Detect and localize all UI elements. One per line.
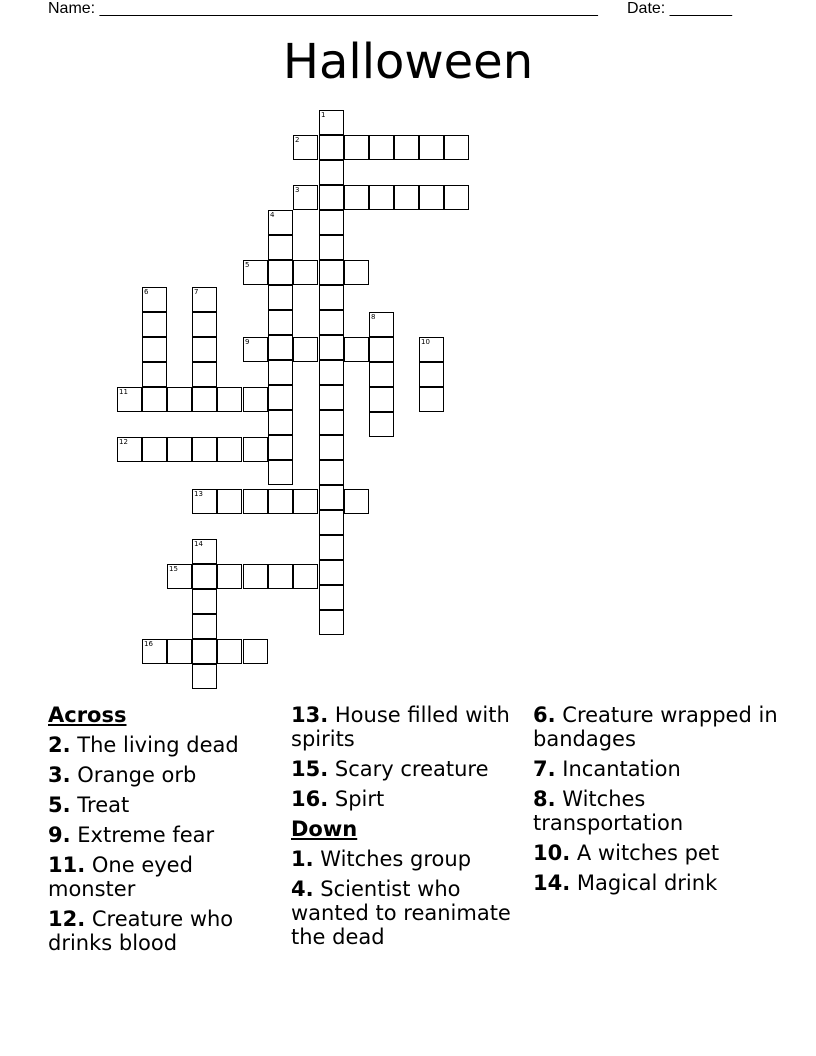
crossword-cell[interactable]	[319, 160, 344, 185]
clue-text: House filled with spirits	[291, 703, 510, 751]
crossword-cell[interactable]	[217, 437, 242, 462]
crossword-cell[interactable]	[243, 337, 268, 362]
cell-number: 3	[295, 186, 300, 194]
clue-number: 15.	[291, 757, 329, 781]
crossword-cell[interactable]	[369, 185, 394, 210]
crossword-cell[interactable]	[319, 360, 344, 385]
clue-across-15	[291, 757, 526, 781]
crossword-cell[interactable]	[243, 260, 268, 285]
crossword-cell[interactable]	[268, 310, 293, 335]
crossword-cell[interactable]	[319, 410, 344, 435]
clue-number: 2.	[48, 733, 71, 757]
crossword-cell[interactable]	[192, 489, 217, 514]
cell-number: 15	[169, 565, 178, 573]
crossword-cell[interactable]	[117, 387, 142, 412]
crossword-cell[interactable]	[217, 564, 242, 589]
crossword-cell[interactable]	[419, 135, 444, 160]
clue-across-5	[48, 793, 273, 817]
crossword-cell[interactable]	[369, 312, 394, 337]
clue-text: Orange orb	[77, 763, 197, 787]
crossword-cell[interactable]	[142, 362, 167, 387]
cell-number: 12	[119, 438, 128, 446]
clue-text: Witches transportation	[533, 787, 684, 835]
clues-column-2	[291, 703, 526, 955]
clue-across-16	[291, 787, 526, 811]
crossword-cell[interactable]	[293, 260, 318, 285]
crossword-cell[interactable]	[444, 135, 469, 160]
clue-number: 8.	[533, 787, 556, 811]
clue-down-10	[533, 841, 793, 865]
down-heading: Down	[291, 817, 358, 841]
clue-text: Witches group	[320, 847, 472, 871]
crossword-cell[interactable]	[268, 335, 293, 360]
crossword-cell[interactable]	[167, 639, 192, 664]
crossword-cell[interactable]	[268, 435, 293, 460]
crossword-cell[interactable]	[243, 489, 268, 514]
crossword-cell[interactable]	[293, 564, 318, 589]
crossword-cell[interactable]	[167, 564, 192, 589]
crossword-cell[interactable]	[167, 437, 192, 462]
clue-down-1	[291, 847, 526, 871]
cell-number: 7	[194, 288, 199, 296]
crossword-cell[interactable]	[142, 287, 167, 312]
clue-number: 3.	[48, 763, 71, 787]
crossword-cell[interactable]	[167, 387, 192, 412]
clue-down-4	[291, 877, 526, 949]
clue-number: 9.	[48, 823, 71, 847]
clue-text: Creature wrapped in bandages	[533, 703, 778, 751]
crossword-cell[interactable]	[293, 489, 318, 514]
clue-text: Extreme fear	[77, 823, 215, 847]
crossword-cell[interactable]	[192, 312, 217, 337]
crossword-cell[interactable]	[319, 335, 344, 360]
cell-number: 4	[270, 211, 275, 219]
crossword-cell[interactable]	[444, 185, 469, 210]
crossword-cell[interactable]	[192, 362, 217, 387]
crossword-cell[interactable]	[319, 260, 344, 285]
crossword-cell[interactable]	[268, 260, 293, 285]
clue-text: Incantation	[562, 757, 681, 781]
cell-number: 9	[245, 338, 250, 346]
crossword-cell[interactable]	[369, 387, 394, 412]
clue-number: 5.	[48, 793, 71, 817]
crossword-cell[interactable]	[344, 260, 369, 285]
crossword-cell[interactable]	[268, 210, 293, 235]
cell-number: 11	[119, 388, 128, 396]
crossword-cell[interactable]	[319, 110, 344, 135]
crossword-cell[interactable]	[293, 135, 318, 160]
cell-number: 1	[321, 111, 326, 119]
page-title: Halloween	[282, 34, 534, 90]
cell-number: 10	[421, 338, 430, 346]
clue-text: Scientist who wanted to reanimate the dead	[291, 877, 511, 949]
crossword-cell[interactable]	[217, 639, 242, 664]
crossword-cell[interactable]	[344, 337, 369, 362]
crossword-cell[interactable]	[192, 614, 217, 639]
crossword-cell[interactable]	[192, 387, 217, 412]
clue-number: 16.	[291, 787, 329, 811]
crossword-cell[interactable]	[192, 564, 217, 589]
crossword-cell[interactable]	[419, 362, 444, 387]
crossword-cell[interactable]	[268, 460, 293, 485]
crossword-cell[interactable]	[192, 664, 217, 689]
crossword-cell[interactable]	[192, 589, 217, 614]
clue-number: 14.	[533, 871, 571, 895]
name-field[interactable]: Name: ________________________________________________________	[48, 0, 598, 17]
cell-number: 14	[194, 540, 203, 548]
cell-number: 5	[245, 261, 250, 269]
crossword-cell[interactable]	[319, 185, 344, 210]
clue-across-2	[48, 733, 273, 757]
crossword-cell[interactable]	[319, 210, 344, 235]
crossword-cell[interactable]	[192, 437, 217, 462]
crossword-cell[interactable]	[344, 489, 369, 514]
clue-text: A witches pet	[576, 841, 720, 865]
clue-down-8	[533, 787, 793, 835]
clue-across-12	[48, 907, 273, 955]
crossword-cell[interactable]	[243, 639, 268, 664]
crossword-cell[interactable]	[319, 585, 344, 610]
crossword-cell[interactable]	[293, 337, 318, 362]
crossword-cell[interactable]	[268, 235, 293, 260]
crossword-cell[interactable]	[142, 437, 167, 462]
crossword-cell[interactable]	[243, 437, 268, 462]
clue-text: Creature who drinks blood	[48, 907, 234, 955]
clue-number: 7.	[533, 757, 556, 781]
crossword-cell[interactable]	[243, 387, 268, 412]
crossword-cell[interactable]	[319, 510, 344, 535]
clue-number: 13.	[291, 703, 329, 727]
clue-number: 11.	[48, 853, 86, 877]
crossword-cell[interactable]	[319, 485, 344, 510]
crossword-cell[interactable]	[344, 185, 369, 210]
clue-text: Scary creature	[334, 757, 489, 781]
clue-number: 6.	[533, 703, 556, 727]
crossword-cell[interactable]	[217, 387, 242, 412]
crossword-cell[interactable]	[319, 385, 344, 410]
clue-text: Treat	[77, 793, 130, 817]
crossword-cell[interactable]	[419, 337, 444, 362]
clues-column-1	[48, 703, 273, 961]
crossword-cell[interactable]	[319, 560, 344, 585]
crossword-cell[interactable]	[293, 185, 318, 210]
crossword-cell[interactable]	[217, 489, 242, 514]
crossword-cell[interactable]	[369, 337, 394, 362]
crossword-cell[interactable]	[319, 610, 344, 635]
crossword-cell[interactable]	[192, 639, 217, 664]
crossword-cell[interactable]	[394, 135, 419, 160]
crossword-cell[interactable]	[419, 387, 444, 412]
date-field[interactable]: Date: _______	[627, 0, 732, 17]
clue-number: 10.	[533, 841, 571, 865]
cell-number: 13	[194, 490, 203, 498]
crossword-cell[interactable]	[192, 287, 217, 312]
crossword-cell[interactable]	[319, 310, 344, 335]
clue-text: One eyed monster	[48, 853, 193, 901]
crossword-cell[interactable]	[192, 337, 217, 362]
cell-number: 2	[295, 136, 300, 144]
clue-text: The living dead	[77, 733, 239, 757]
crossword-cell[interactable]	[243, 564, 268, 589]
crossword-cell[interactable]	[268, 385, 293, 410]
crossword-cell[interactable]	[419, 185, 444, 210]
crossword-cell[interactable]	[142, 387, 167, 412]
across-heading: Across	[48, 703, 127, 727]
clues-column-3	[533, 703, 793, 901]
clue-across-3	[48, 763, 273, 787]
clue-number: 1.	[291, 847, 314, 871]
crossword-cell[interactable]	[369, 135, 394, 160]
crossword-cell[interactable]	[319, 535, 344, 560]
cell-number: 8	[371, 313, 376, 321]
crossword-cell[interactable]	[142, 337, 167, 362]
crossword-cell[interactable]	[268, 285, 293, 310]
cell-number: 6	[144, 288, 149, 296]
crossword-cell[interactable]	[268, 360, 293, 385]
clue-number: 4.	[291, 877, 314, 901]
clue-text: Magical drink	[576, 871, 718, 895]
crossword-cell[interactable]	[192, 539, 217, 564]
clue-down-14	[533, 871, 793, 895]
crossword-cell[interactable]	[268, 410, 293, 435]
crossword-cell[interactable]	[319, 460, 344, 485]
crossword-cell[interactable]	[344, 135, 369, 160]
crossword-cell[interactable]	[268, 489, 293, 514]
clue-number: 12.	[48, 907, 86, 931]
clue-across-13	[291, 703, 526, 751]
crossword-cell[interactable]	[142, 312, 167, 337]
clue-down-7	[533, 757, 793, 781]
crossword-cell[interactable]	[319, 435, 344, 460]
crossword-cell[interactable]	[394, 185, 419, 210]
crossword-cell[interactable]	[319, 235, 344, 260]
crossword-cell[interactable]	[142, 639, 167, 664]
crossword-cell[interactable]	[319, 285, 344, 310]
clue-across-9	[48, 823, 273, 847]
crossword-cell[interactable]	[369, 412, 394, 437]
cell-number: 16	[144, 640, 153, 648]
crossword-cell[interactable]	[268, 564, 293, 589]
clue-down-6	[533, 703, 793, 751]
crossword-cell[interactable]	[117, 437, 142, 462]
crossword-cell[interactable]	[369, 362, 394, 387]
crossword-cell[interactable]	[319, 135, 344, 160]
clue-across-11	[48, 853, 273, 901]
clue-text: Spirt	[334, 787, 385, 811]
